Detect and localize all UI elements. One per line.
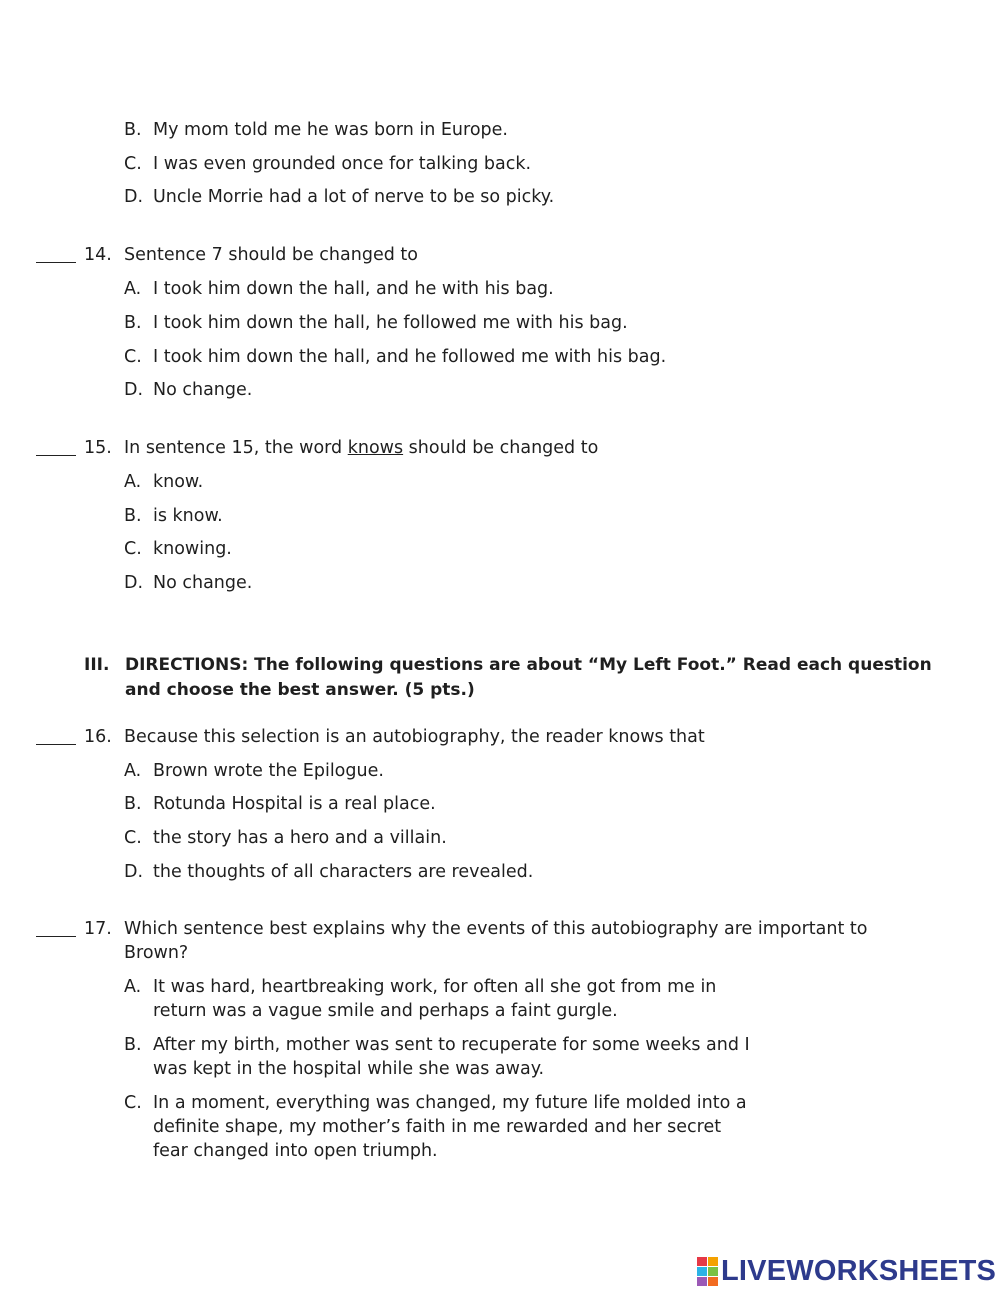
q15-option-b-text: is know.	[153, 506, 223, 526]
q16-option-c-letter: C.	[124, 828, 142, 848]
logo-block	[708, 1257, 718, 1266]
q17-option-c-line3: fear changed into open triumph.	[153, 1141, 438, 1161]
q17-option-c-letter: C.	[124, 1093, 142, 1113]
q14-option-c-letter: C.	[124, 347, 142, 367]
section-3-directions-line1: DIRECTIONS: The following questions are about “My Left Foot.” Read each question	[125, 655, 932, 675]
section-3-directions-line2: and choose the best answer. (5 pts.)	[125, 680, 475, 700]
section-3-numeral: III.	[84, 655, 110, 675]
q14-answer-blank[interactable]	[36, 262, 76, 263]
q14-option-d-letter: D.	[124, 380, 144, 400]
q17-option-b-letter: B.	[124, 1035, 142, 1055]
q16-option-d-letter: D.	[124, 862, 144, 882]
q14-prompt: Sentence 7 should be changed to	[124, 245, 418, 265]
q13-option-b-letter: B.	[124, 120, 142, 140]
q16-option-a-letter: A.	[124, 761, 142, 781]
q16-prompt: Because this selection is an autobiography, the reader knows that	[124, 727, 705, 747]
q15-row	[0, 436, 1000, 460]
q16-option-a-text: Brown wrote the Epilogue.	[153, 761, 384, 781]
q17-option-a-line2: return was a vague smile and perhaps a faint gurgle.	[153, 1001, 618, 1021]
q17-row	[0, 917, 1000, 941]
q14-option-b-text: I took him down the hall, he followed me with his bag.	[153, 313, 628, 333]
logo-block	[697, 1277, 707, 1286]
q16-answer-blank[interactable]	[36, 744, 76, 745]
q15-prompt-after: should be changed to	[403, 438, 599, 458]
q15-number: 15.	[84, 438, 112, 458]
q16-row	[0, 725, 1000, 749]
q14-number: 14.	[84, 245, 112, 265]
q15-option-a-letter: A.	[124, 472, 142, 492]
q17-option-a-letter: A.	[124, 977, 142, 997]
q17-option-b-line2: was kept in the hospital while she was away.	[153, 1059, 545, 1079]
logo-block	[697, 1267, 707, 1276]
logo-block	[708, 1267, 718, 1276]
q15-option-c-text: knowing.	[153, 539, 232, 559]
q17-number: 17.	[84, 919, 112, 939]
q16-option-d-text: the thoughts of all characters are revealed.	[153, 862, 534, 882]
q14-row	[0, 243, 1000, 267]
q13-option-c-text: I was even grounded once for talking back.	[153, 154, 532, 174]
q15-prompt	[124, 436, 598, 460]
q13-option-d-text: Uncle Morrie had a lot of nerve to be so picky.	[153, 187, 555, 207]
q14-option-c-text: I took him down the hall, and he followed me with his bag.	[153, 347, 667, 367]
q16-option-b-text: Rotunda Hospital is a real place.	[153, 794, 436, 814]
q14-option-d-text: No change.	[153, 380, 253, 400]
q17-option-c-line2: definite shape, my mother’s faith in me rewarded and her secret	[153, 1117, 722, 1137]
q17-option-b-line1: After my birth, mother was sent to recuperate for some weeks and I	[153, 1035, 750, 1055]
q13-option-c-letter: C.	[124, 154, 142, 174]
logo-block	[708, 1277, 718, 1286]
q14-option-b-letter: B.	[124, 313, 142, 333]
liveworksheets-logo	[697, 1257, 996, 1285]
q15-option-c-letter: C.	[124, 539, 142, 559]
q17-option-a-line1: It was hard, heartbreaking work, for often all she got from me in	[153, 977, 717, 997]
q14-option-a-text: I took him down the hall, and he with his bag.	[153, 279, 554, 299]
q15-prompt-underlined-word: knows	[347, 438, 404, 458]
logo-blocks-icon	[697, 1257, 718, 1286]
logo-block	[697, 1257, 707, 1266]
q17-prompt-line1: Which sentence best explains why the events of this autobiography are important to	[124, 919, 868, 939]
q15-prompt-before: In sentence 15, the word	[124, 438, 348, 458]
q17-answer-blank[interactable]	[36, 936, 76, 937]
q16-option-c-text: the story has a hero and a villain.	[153, 828, 447, 848]
q15-option-d-text: No change.	[153, 573, 253, 593]
q13-option-d-letter: D.	[124, 187, 144, 207]
q15-option-b-letter: B.	[124, 506, 142, 526]
q17-prompt-line2: Brown?	[124, 943, 189, 963]
q15-answer-blank[interactable]	[36, 455, 76, 456]
q16-number: 16.	[84, 727, 112, 747]
q17-option-c-line1: In a moment, everything was changed, my future life molded into a	[153, 1093, 747, 1113]
logo-text: LIVEWORKSHEETS	[721, 1255, 997, 1287]
q14-option-a-letter: A.	[124, 279, 142, 299]
q16-option-b-letter: B.	[124, 794, 142, 814]
q15-option-a-text: know.	[153, 472, 204, 492]
q13-option-b-text: My mom told me he was born in Europe.	[153, 120, 508, 140]
q15-option-d-letter: D.	[124, 573, 144, 593]
